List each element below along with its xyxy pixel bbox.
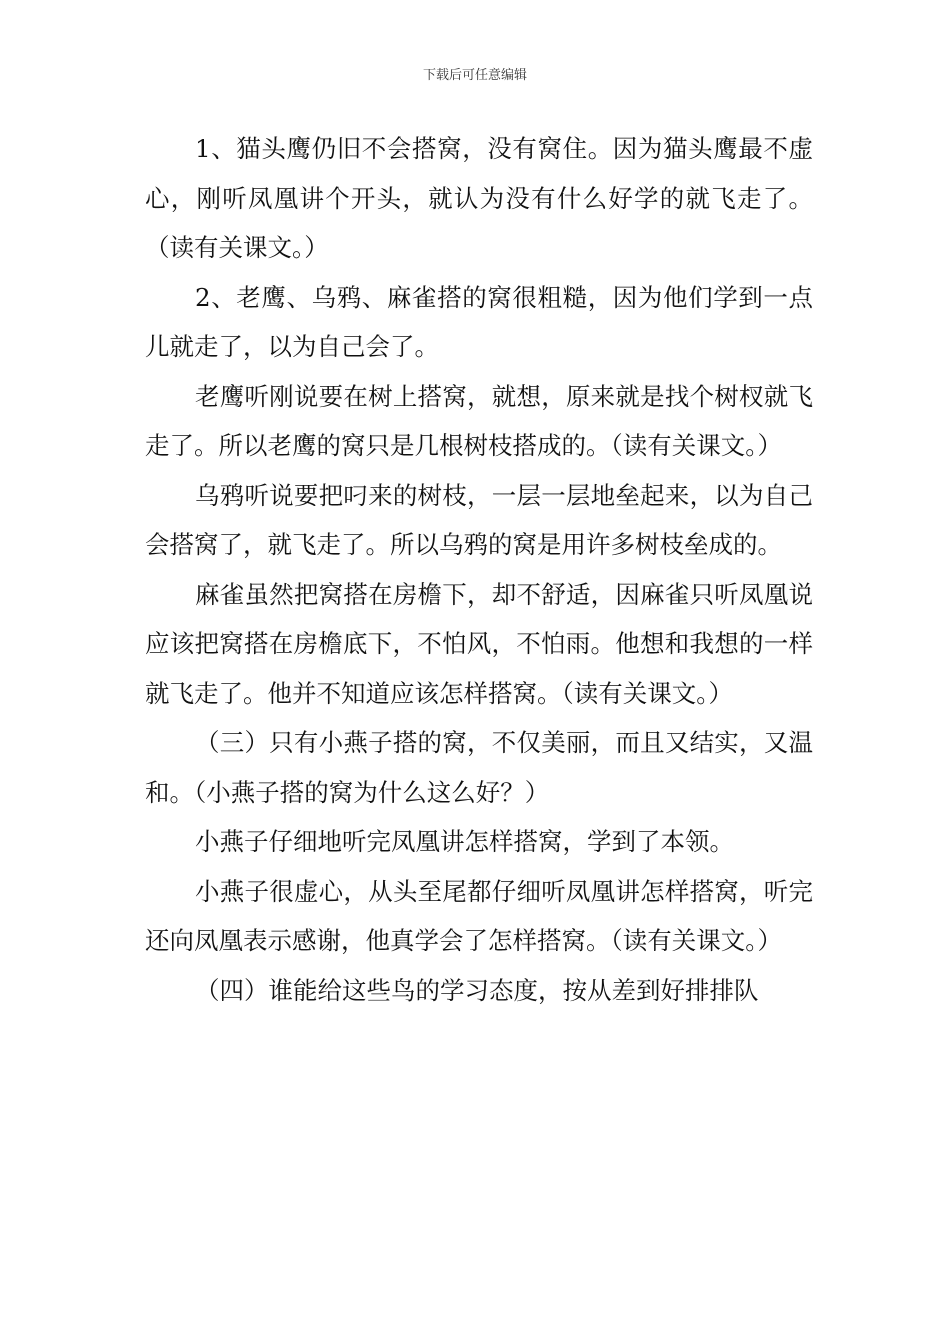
paragraph-section-three: （三）只有小燕子搭的窝，不仅美丽，而且又结实，又温和。（小燕子搭的窝为什么这么好？） <box>145 728 813 807</box>
document-body <box>145 124 813 1015</box>
paragraph-swallow-humble: 小燕子很虚心，从头至尾都仔细听凤凰讲怎样搭窝，听完还向凤凰表示感谢，他真学会了怎样搭窝。（读有关课文。） <box>145 876 813 955</box>
paragraph-owl: 1、猫头鹰仍旧不会搭窝，没有窝住。因为猫头鹰最不虚心，刚听凤凰讲个开头，就认为没有什么好学的就飞走了。（读有关课文。） <box>145 134 813 262</box>
paragraph-rough-nests: 2、老鹰、乌鸦、麻雀搭的窝很粗糙，因为他们学到一点儿就走了，以为自己会了。 <box>145 282 813 361</box>
paragraph-eagle: 老鹰听刚说要在树上搭窝，就想，原来就是找个树杈就飞走了。所以老鹰的窝只是几根树枝搭成的。（读有关课文。） <box>145 381 813 460</box>
paragraph-swallow-listened: 小燕子仔细地听完凤凰讲怎样搭窝，学到了本领。 <box>195 827 734 856</box>
paragraph-section-four: （四）谁能给这些鸟的学习态度，按从差到好排排队 <box>195 975 759 1005</box>
paragraph-sparrow: 麻雀虽然把窝搭在房檐下，却不舒适，因麻雀只听凤凰说应该把窝搭在房檐底下，不怕风，不怕雨。他想和我想的一样就飞走了。他并不知道应该怎样搭窝。（读有关课文。） <box>145 579 813 708</box>
page-header-note: 下载后可任意编辑 <box>422 68 527 83</box>
paragraph-crow: 乌鸦听说要把叼来的树枝，一层一层地垒起来，以为自己会搭窝了，就飞走了。所以乌鸦的窝是用许多树枝垒成的。 <box>145 480 813 559</box>
